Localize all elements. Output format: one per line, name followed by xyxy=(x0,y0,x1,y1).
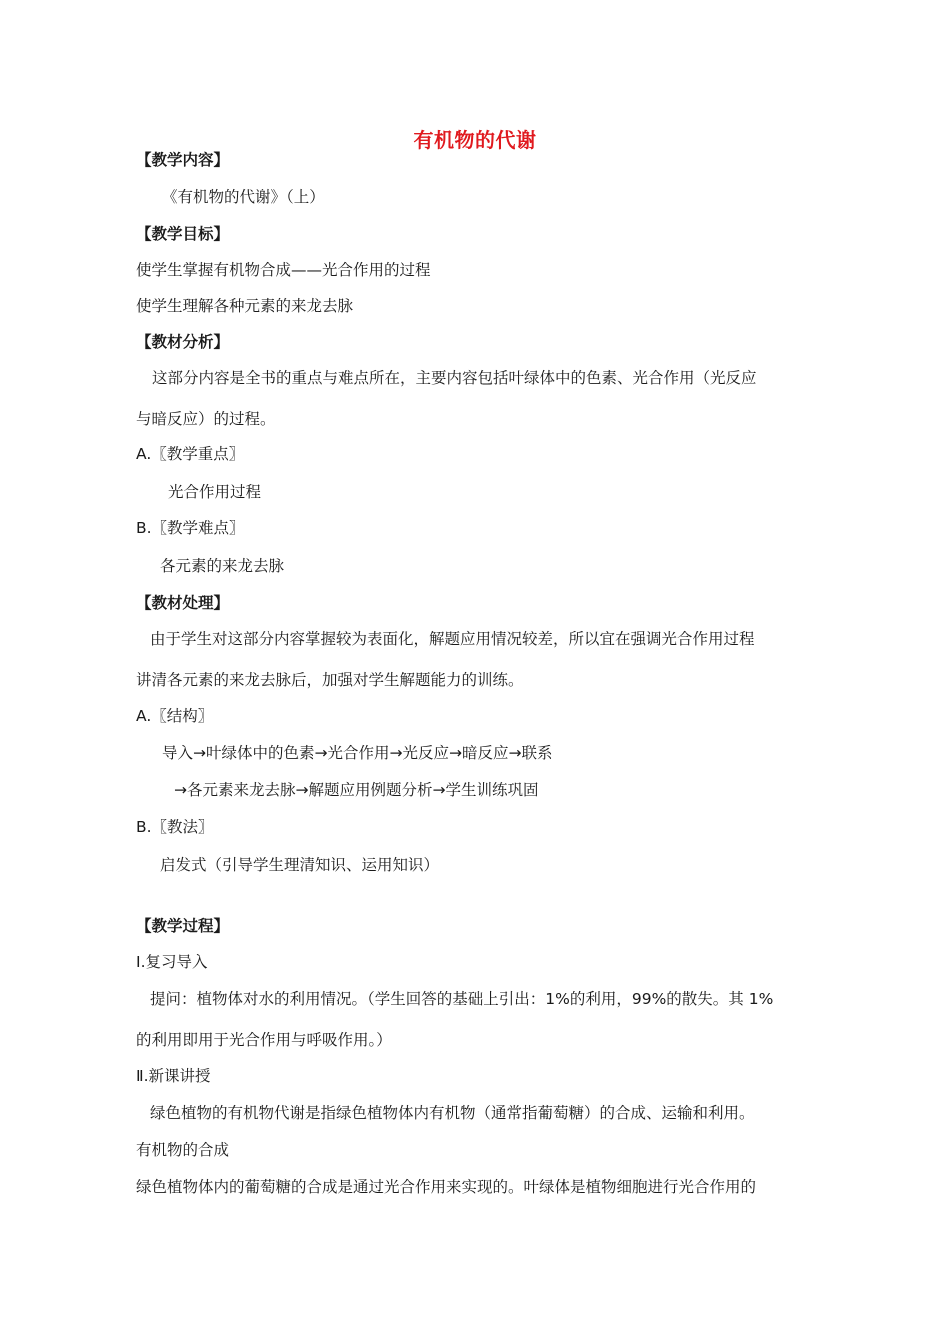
goal-item: 使学生掌握有机物合成——光合作用的过程 xyxy=(136,261,431,279)
goal-item: 使学生理解各种元素的来龙去脉 xyxy=(136,297,354,315)
method-text: 启发式（引导学生理清知识、运用知识） xyxy=(160,856,440,874)
focus-text: 光合作用过程 xyxy=(168,483,262,501)
step-header: Ⅱ.新课讲授 xyxy=(136,1067,211,1085)
page-title: 有机物的代谢 xyxy=(413,128,537,152)
structure-text: 导入→叶绿体中的色素→光合作用→光反应→暗反应→联系 xyxy=(162,744,553,762)
content-text: 《有机物的代谢》（上） xyxy=(162,188,325,206)
section-header-analysis: 【教材分析】 xyxy=(136,333,230,351)
section-header-goals: 【教学目标】 xyxy=(136,225,230,243)
structure-text: →各元素来龙去脉→解题应用例题分析→学生训练巩固 xyxy=(174,781,539,799)
step-text: 的利用即用于光合作用与呼吸作用。） xyxy=(136,1031,392,1049)
step-text: 绿色植物的有机物代谢是指绿色植物体内有机物（通常指葡萄糖）的合成、运输和利用。 xyxy=(150,1104,755,1122)
step-text: 提问：植物体对水的利用情况。（学生回答的基础上引出：1%的利用，99%的散失。其 1% xyxy=(150,990,774,1008)
subsection-header: 有机物的合成 xyxy=(136,1141,230,1159)
section-header-content: 【教学内容】 xyxy=(136,151,230,169)
difficulty-text: 各元素的来龙去脉 xyxy=(160,557,285,575)
treatment-text: 讲清各元素的来龙去脉后，加强对学生解题能力的训练。 xyxy=(136,671,524,689)
body-text: 绿色植物体内的葡萄糖的合成是通过光合作用来实现的。叶绿体是植物细胞进行光合作用的 xyxy=(136,1178,757,1196)
subheader-structure: A.〖结构〗 xyxy=(136,707,214,725)
section-header-treatment: 【教材处理】 xyxy=(136,594,230,612)
section-header-process: 【教学过程】 xyxy=(136,917,230,935)
subheader-method: B.〖教法〗 xyxy=(136,818,214,836)
step-header: Ⅰ.复习导入 xyxy=(136,953,208,971)
analysis-text: 这部分内容是全书的重点与难点所在，主要内容包括叶绿体中的色素、光合作用（光反应 xyxy=(152,369,757,387)
analysis-text: 与暗反应）的过程。 xyxy=(136,410,276,428)
subheader-focus: A.〖教学重点〗 xyxy=(136,445,245,463)
treatment-text: 由于学生对这部分内容掌握较为表面化，解题应用情况较差，所以宜在强调光合作用过程 xyxy=(150,630,755,648)
subheader-difficulty: B.〖教学难点〗 xyxy=(136,519,245,537)
